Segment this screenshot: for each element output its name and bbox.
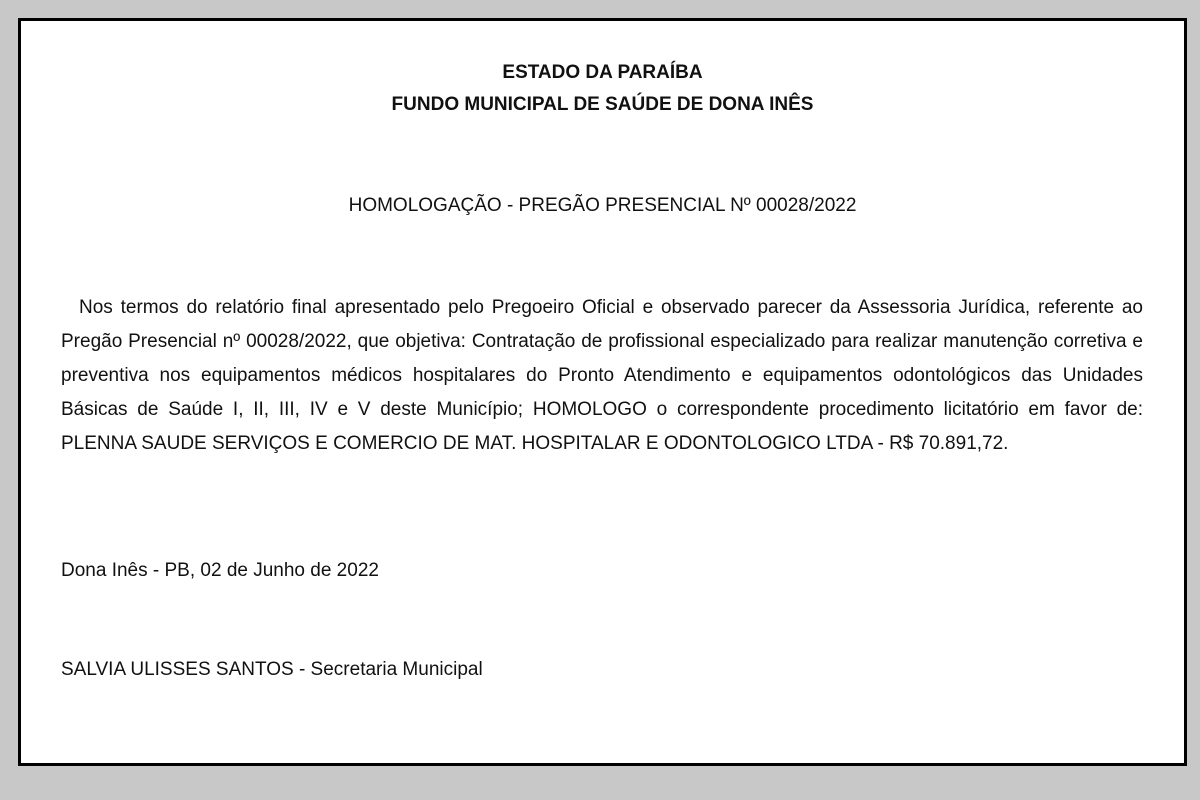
document-sheet [18,18,1187,766]
place-date: Dona Inês - PB, 02 de Junho de 2022 [61,560,379,581]
header-fund: FUNDO MUNICIPAL DE SAÚDE DE DONA INÊS [391,94,814,115]
document-title: HOMOLOGAÇÃO - PREGÃO PRESENCIAL Nº 00028/2022 [348,195,857,216]
header-state: ESTADO DA PARAÍBA [502,62,703,83]
signature-line: SALVIA ULISSES SANTOS - Secretaria Municipal [61,659,483,680]
document-body: Nos termos do relatório final apresentado pelo Pregoeiro Oficial e observado parecer da Assessoria Jurídica, referente ao Pregão Presencial nº 00028/2022, que objetiva: Contratação de profissional especializado para realizar manutenção corretiva e preventiva nos equipamentos médicos hospitalares do Pronto Atendimento e equipamentos odontológicos das Unidades Básicas de Saúde I, II, III, IV e V deste Município; HOMOLOGO o correspondente procedimento licitatório em favor de: PLENNA SAUDE SERVIÇOS E COMERCIO DE MAT. HOSPITALAR E ODONTOLOGICO LTDA - R$ 70.891,72. [61,297,1143,454]
